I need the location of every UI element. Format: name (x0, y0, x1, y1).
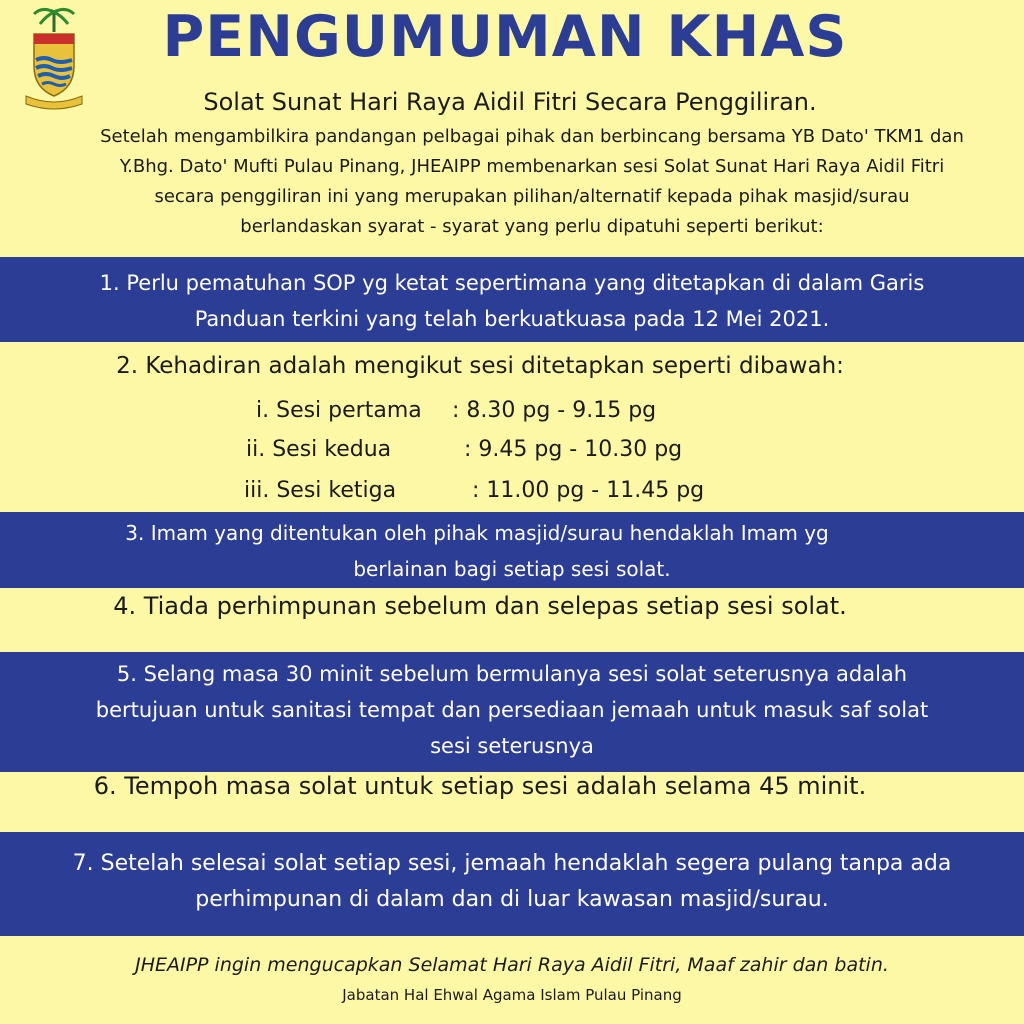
rule-6-text: 6. Tempoh masa solat untuk setiap sesi adalah selama 45 minit. (93, 772, 867, 800)
rule-1-band (0, 257, 1024, 342)
rule-1-line: 1. Perlu pematuhan SOP yg ketat sepertimana yang ditetapkan di dalam Garis (99, 271, 925, 295)
rule-3-line: 3. Imam yang ditentukan oleh pihak masjid/surau hendaklah Imam yg (125, 521, 829, 545)
closing-greeting: JHEAIPP ingin mengucapkan Selamat Hari Raya Aidil Fitri, Maaf zahir dan batin. (135, 954, 889, 976)
rule-1-line: Panduan terkini yang telah berkuatkuasa pada 12 Mei 2021. (194, 307, 830, 331)
rule-5-band (0, 652, 1024, 772)
rule-2-heading: 2. Kehadiran adalah mengikut sesi ditetapkan seperti dibawah: (116, 353, 844, 379)
rule-4-text: 4. Tiada perhimpunan sebelum dan selepas setiap sesi solat. (113, 592, 847, 620)
intro-line: berlandaskan syarat - syarat yang perlu dipatuhi seperti berikut: (240, 216, 824, 237)
intro-line: Y.Bhg. Dato' Mufti Pulau Pinang, JHEAIPP membenarkan sesi Solat Sunat Hari Raya Aidil Fitri (119, 156, 945, 177)
rule-3-line: berlainan bagi setiap sesi solat. (353, 557, 671, 581)
session-row (0, 478, 1024, 514)
session-label: ii. Sesi kedua (246, 437, 392, 462)
page-title: PENGUMUMAN KHAS (162, 4, 848, 70)
session-time: : 11.00 pg - 11.45 pg (472, 478, 705, 503)
session-time: : 9.45 pg - 10.30 pg (464, 437, 683, 462)
session-label: i. Sesi pertama (256, 398, 422, 423)
intro-paragraph (40, 122, 1024, 242)
rule-5-line: bertujuan untuk sanitasi tempat dan persediaan jemaah untuk masuk saf solat (95, 698, 929, 722)
rule-5-line: sesi seterusnya (430, 734, 594, 758)
rule-7-band (0, 832, 1024, 936)
session-row (0, 398, 1024, 434)
session-row (0, 437, 1024, 473)
intro-line: Setelah mengambilkira pandangan pelbagai pihak dan berbincang bersama YB Dato' TKM1 dan (100, 126, 964, 147)
rule-3-band (0, 512, 1024, 588)
session-time: : 8.30 pg - 9.15 pg (452, 398, 657, 423)
intro-line: secara penggiliran ini yang merupakan pilihan/alternatif kepada pihak masjid/surau (154, 186, 910, 207)
page-subtitle: Solat Sunat Hari Raya Aidil Fitri Secara Penggiliran. (203, 88, 817, 116)
session-label: iii. Sesi ketiga (244, 478, 397, 503)
penang-crest-icon (24, 4, 84, 114)
rule-7-line: perhimpunan di dalam dan di luar kawasan masjid/surau. (195, 887, 829, 912)
rule-5-line: 5. Selang masa 30 minit sebelum bermulanya sesi solat seterusnya adalah (116, 662, 908, 686)
rule-7-line: 7. Setelah selesai solat setiap sesi, jemaah hendaklah segera pulang tanpa ada (72, 851, 952, 876)
agency-name: Jabatan Hal Ehwal Agama Islam Pulau Pinang (342, 986, 682, 1004)
